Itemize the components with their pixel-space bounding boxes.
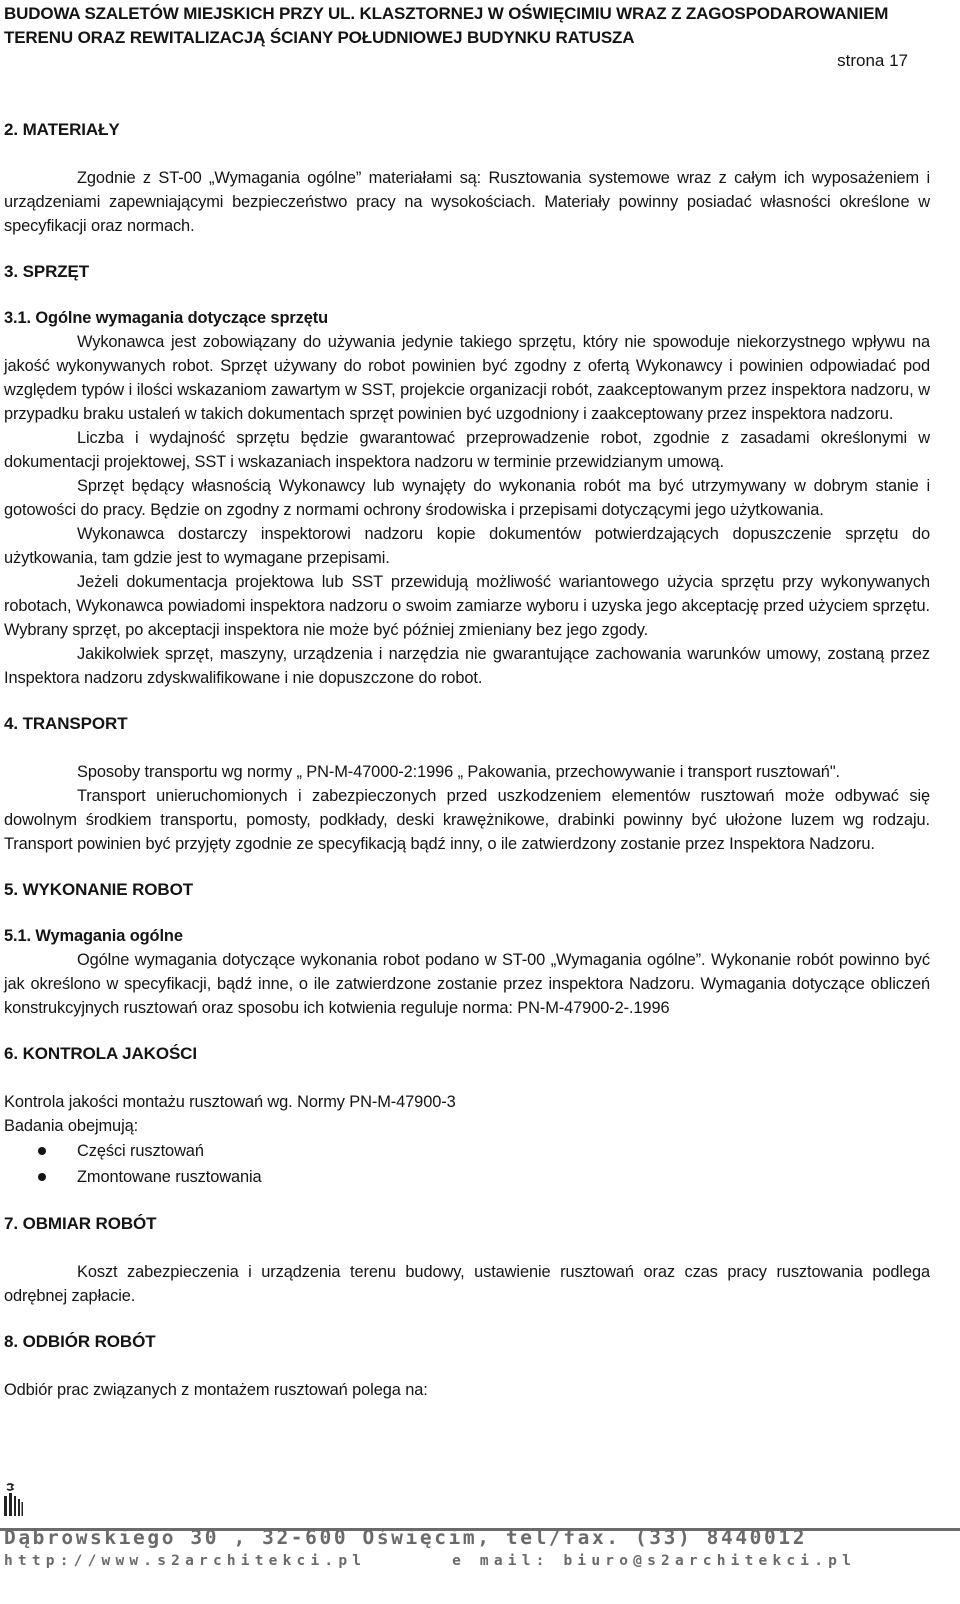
sprzet-paragraph-1: Wykonawca jest zobowiązany do używania jedynie takiego sprzętu, który nie spowoduje niekorzystnego wpływu na jakość wykonywanych robot. Sprzęt używany do robot powinien być zgodny z ofertą Wykonawcy i powinien odpowiadać pod względem typów i ilości wskazaniom zawartym w SST, projekcie organizacji robót, zaakceptowanym przez inspektora nadzoru, w przypadku braku ustaleń w takich dokumentach sprzęt powinien być uzgodniony i zaakceptowany przez inspektora nadzoru. <box>4 333 930 423</box>
section-heading-odbior: 8. ODBIÓR ROBÓT <box>4 1332 156 1351</box>
sprzet-paragraph-4: Wykonawca dostarczy inspektorowi nadzoru kopie dokumentów potwierdzających dopuszczenie sprzętu do użytkowania, tam gdzie jest to wymagane przepisami. <box>4 525 930 567</box>
section-heading-wykonanie: 5. WYKONANIE ROBOT <box>4 880 193 899</box>
materialy-paragraph: Zgodnie z ST-00 „Wymagania ogólne” materiałami są: Rusztowania systemowe wraz z całym ich wyposażeniem i urządzeniami zapewniającymi bezpieczeństwo pracy na wysokościach. Materiały powinny posiadać własności określone w specyfikacji oraz normach. <box>4 169 930 235</box>
list-item <box>4 1138 930 1164</box>
footer-email-link[interactable]: e mail: biuro@s2architekci.pl <box>452 1553 857 1569</box>
header-title-line-1: BUDOWA SZALETÓW MIEJSKICH PRZY UL. KLASZTORNEJ W OŚWIĘCIMIU WRAZ Z ZAGOSPODAROWANIEM <box>4 4 889 23</box>
header-title-line-2: TERENU ORAZ REWITALIZACJĄ ŚCIANY POŁUDNIOWEJ BUDYNKU RATUSZA <box>4 28 635 47</box>
sprzet-paragraph-3: Sprzęt będący własnością Wykonawcy lub wynajęty do wykonania robót ma być utrzymywany w dobrym stanie i gotowości do pracy. Będzie on zgodny z normami ochrony środowiska i przepisami dotyczącymi jego użytkowania. <box>4 477 930 519</box>
section-heading-materialy: 2. MATERIAŁY <box>4 120 120 139</box>
sprzet-paragraph-5: Jeżeli dokumentacja projektowa lub SST przewidują możliwość wariantowego użycia sprzętu przy wykonywanych robotach, Wykonawca powiadomi inspektora nadzoru o swoim zamiarze wyboru i uzyska jego akceptację przed użyciem sprzętu. Wybrany sprzęt, po akceptacji inspektora nie może być później zmieniany bez jego zgody. <box>4 573 930 639</box>
section-heading-kontrola: 6. KONTROLA JAKOŚCI <box>4 1044 197 1063</box>
section-heading-transport: 4. TRANSPORT <box>4 714 128 733</box>
document-body <box>4 118 930 1402</box>
footer-address: Dąbrowskiego 30 , 32-600 Oświęcim, tel/fax. (33) 8440012 <box>4 1526 808 1549</box>
footer-website-link[interactable]: http://www.s2architekci.pl <box>4 1553 367 1569</box>
company-logo-icon <box>2 1482 26 1518</box>
wykonanie-paragraph: Ogólne wymagania dotyczące wykonania robot podano w ST-00 „Wymagania ogólne”. Wykonanie robót powinno być jak określono w specyfikacji, bądź inne, o ile zatwierdzone zostanie przez inspektora Nadzoru. Wymagania dotyczące obliczeń konstrukcyjnych rusztowań oraz sposobu ich kotwienia reguluje norma: PN-M-47900-2-.1996 <box>4 951 930 1017</box>
section-heading-sprzet: 3. SPRZĘT <box>4 262 90 281</box>
kontrola-bullet-list <box>4 1138 930 1190</box>
subsection-heading-sprzet: 3.1. Ogólne wymagania dotyczące sprzętu <box>4 309 329 327</box>
section-heading-obmiar: 7. OBMIAR ROBÓT <box>4 1214 157 1233</box>
bullet-icon <box>38 1173 46 1181</box>
transport-paragraph-1: Sposoby transportu wg normy „ PN-M-47000-2:1996 „ Pakowania, przechowywanie i transport rusztowań". <box>77 763 840 781</box>
kontrola-line-2: Badania obejmują: <box>4 1117 139 1135</box>
list-item <box>4 1164 930 1190</box>
sprzet-paragraph-2: Liczba i wydajność sprzętu będzie gwarantować przeprowadzenie robot, zgodnie z zasadami określonymi w dokumentacji projektowej, SST i wskazaniach inspektora nadzoru w terminie przewidzianym umową. <box>4 429 930 471</box>
sprzet-paragraph-6: Jakikolwiek sprzęt, maszyny, urządzenia i narzędzia nie gwarantujące zachowania warunków umowy, zostaną przez Inspektora nadzoru zdyskwalifikowane i nie dopuszczone do robot. <box>4 645 930 687</box>
document-footer <box>0 1474 960 1604</box>
page-number: strona 17 <box>837 51 908 70</box>
footer-contact-line <box>4 1551 956 1571</box>
document-header <box>4 2 944 50</box>
subsection-heading-wykonanie: 5.1. Wymagania ogólne <box>4 927 183 945</box>
bullet-icon <box>38 1147 46 1155</box>
odbior-paragraph: Odbiór prac związanych z montażem rusztowań polega na: <box>4 1381 428 1399</box>
list-item-text: Części rusztowań <box>77 1142 204 1160</box>
transport-paragraph-2: Transport unieruchomionych i zabezpieczonych przed uszkodzeniem elementów rusztowań może odbywać się dowolnym środkiem transportu, pomosty, podkłady, deski krawężnikowe, drabinki powinny być ułożone luzem wg rodzaju. Transport powinien być przyjęty zgodnie ze specyfikacją bądź inny, o ile zatwierdzony zostanie przez Inspektora Nadzoru. <box>4 787 930 853</box>
kontrola-line-1: Kontrola jakości montażu rusztowań wg. Normy PN-M-47900-3 <box>4 1093 456 1111</box>
list-item-text: Zmontowane rusztowania <box>77 1168 262 1186</box>
obmiar-paragraph: Koszt zabezpieczenia i urządzenia terenu budowy, ustawienie rusztowań oraz czas pracy rusztowania podlega odrębnej zapłacie. <box>4 1263 930 1305</box>
